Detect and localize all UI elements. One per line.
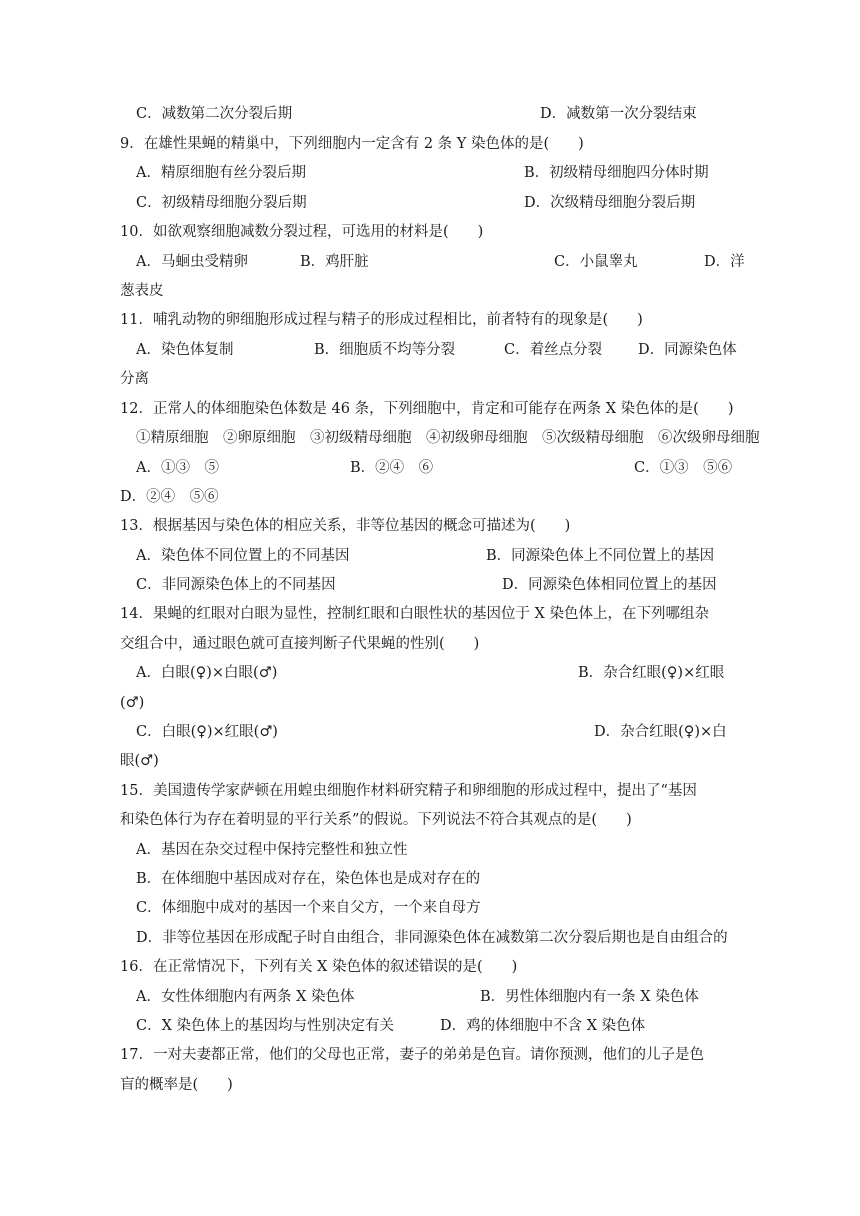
text-line: A．精原细胞有丝分裂后期	[136, 165, 306, 181]
text-line: D．同源染色体相同位置上的基因	[502, 577, 717, 593]
text-line: 17．一对夫妻都正常，他们的父母也正常，妻子的弟弟是色盲。请你预测，他们的儿子是色	[120, 1047, 704, 1063]
text-line: 12．正常人的体细胞染色体数是 46 条，下列细胞中，肯定和可能存在两条 X 染色体的是( )	[120, 401, 734, 417]
text-line: 11．哺乳动物的卵细胞形成过程与精子的形成过程相比，前者特有的现象是( )	[120, 312, 643, 328]
text-line: C．着丝点分裂	[504, 342, 603, 358]
text-line: 眼(♂)	[120, 753, 159, 769]
text-line: 16．在正常情况下，下列有关 X 染色体的叙述错误的是( )	[120, 959, 518, 975]
text-line: B．杂合红眼(♀)×红眼	[578, 665, 725, 681]
text-line: A．染色体不同位置上的不同基因	[136, 548, 350, 564]
text-line: C．白眼(♀)×红眼(♂)	[136, 724, 278, 740]
text-line: A．马蛔虫受精卵	[136, 254, 248, 270]
text-line: 盲的概率是( )	[120, 1077, 233, 1093]
text-line: 分离	[120, 371, 149, 387]
text-line: C．①③ ⑤⑥	[634, 460, 733, 476]
text-line: 10．如欲观察细胞减数分裂过程，可选用的材料是( )	[120, 224, 484, 240]
text-line: A．基因在杂交过程中保持完整性和独立性	[136, 842, 408, 858]
text-line: C．X 染色体上的基因均与性别决定有关	[136, 1018, 395, 1034]
text-line: 9．在雄性果蝇的精巢中，下列细胞内一定含有 2 条 Y 染色体的是( )	[120, 136, 584, 152]
text-line: 15．美国遗传学家萨顿在用蝗虫细胞作材料研究精子和卵细胞的形成过程中，提出了“基因	[120, 783, 697, 799]
text-line: A．女性体细胞内有两条 X 染色体	[136, 989, 355, 1005]
text-line: B．男性体细胞内有一条 X 染色体	[480, 989, 699, 1005]
text-line: A．染色体复制	[136, 342, 234, 358]
text-line: D．同源染色体	[638, 342, 737, 358]
text-line: (♂)	[120, 695, 145, 711]
text-line: 交组合中，通过眼色就可直接判断子代果蝇的性别( )	[120, 636, 480, 652]
text-line: A．①③ ⑤	[136, 460, 219, 476]
text-line: C．体细胞中成对的基因一个来自父方，一个来自母方	[136, 900, 481, 916]
text-line: D．洋	[704, 254, 745, 270]
text-line: A．白眼(♀)×白眼(♂)	[136, 665, 278, 681]
text-line: 14．果蝇的红眼对白眼为显性，控制红眼和白眼性状的基因位于 X 染色体上，在下列哪组杂	[120, 606, 709, 622]
text-line: 和染色体行为存在着明显的平行关系”的假说。下列说法不符合其观点的是( )	[120, 812, 632, 828]
text-line: D．②④ ⑤⑥	[120, 489, 219, 505]
text-line: D．减数第一次分裂结束	[540, 106, 697, 122]
text-line: C．非同源染色体上的不同基因	[136, 577, 336, 593]
text-line: B．②④ ⑥	[350, 460, 434, 476]
text-line: D．杂合红眼(♀)×白	[594, 724, 727, 740]
text-line: B．同源染色体上不同位置上的基因	[486, 548, 715, 564]
text-line: D．鸡的体细胞中不含 X 染色体	[440, 1018, 646, 1034]
text-line: C．初级精母细胞分裂后期	[136, 195, 307, 211]
text-line: ①精原细胞 ②卵原细胞 ③初级精母细胞 ④初级卵母细胞 ⑤次级精母细胞 ⑥次级卵母细胞	[136, 430, 760, 446]
text-line: C．小鼠睾丸	[554, 254, 638, 270]
text-line: B．初级精母细胞四分体时期	[524, 165, 709, 181]
text-line: B．鸡肝脏	[300, 254, 369, 270]
text-line: B．细胞质不均等分裂	[314, 342, 456, 358]
text-line: B．在体细胞中基因成对存在，染色体也是成对存在的	[136, 871, 481, 887]
text-line: 13．根据基因与染色体的相应关系，非等位基因的概念可描述为( )	[120, 518, 571, 534]
text-line: 葱表皮	[120, 283, 164, 299]
text-line: C．减数第二次分裂后期	[136, 106, 293, 122]
text-line: D．次级精母细胞分裂后期	[524, 195, 696, 211]
text-line: D．非等位基因在形成配子时自由组合，非同源染色体在减数第二次分裂后期也是自由组合的	[136, 930, 728, 946]
